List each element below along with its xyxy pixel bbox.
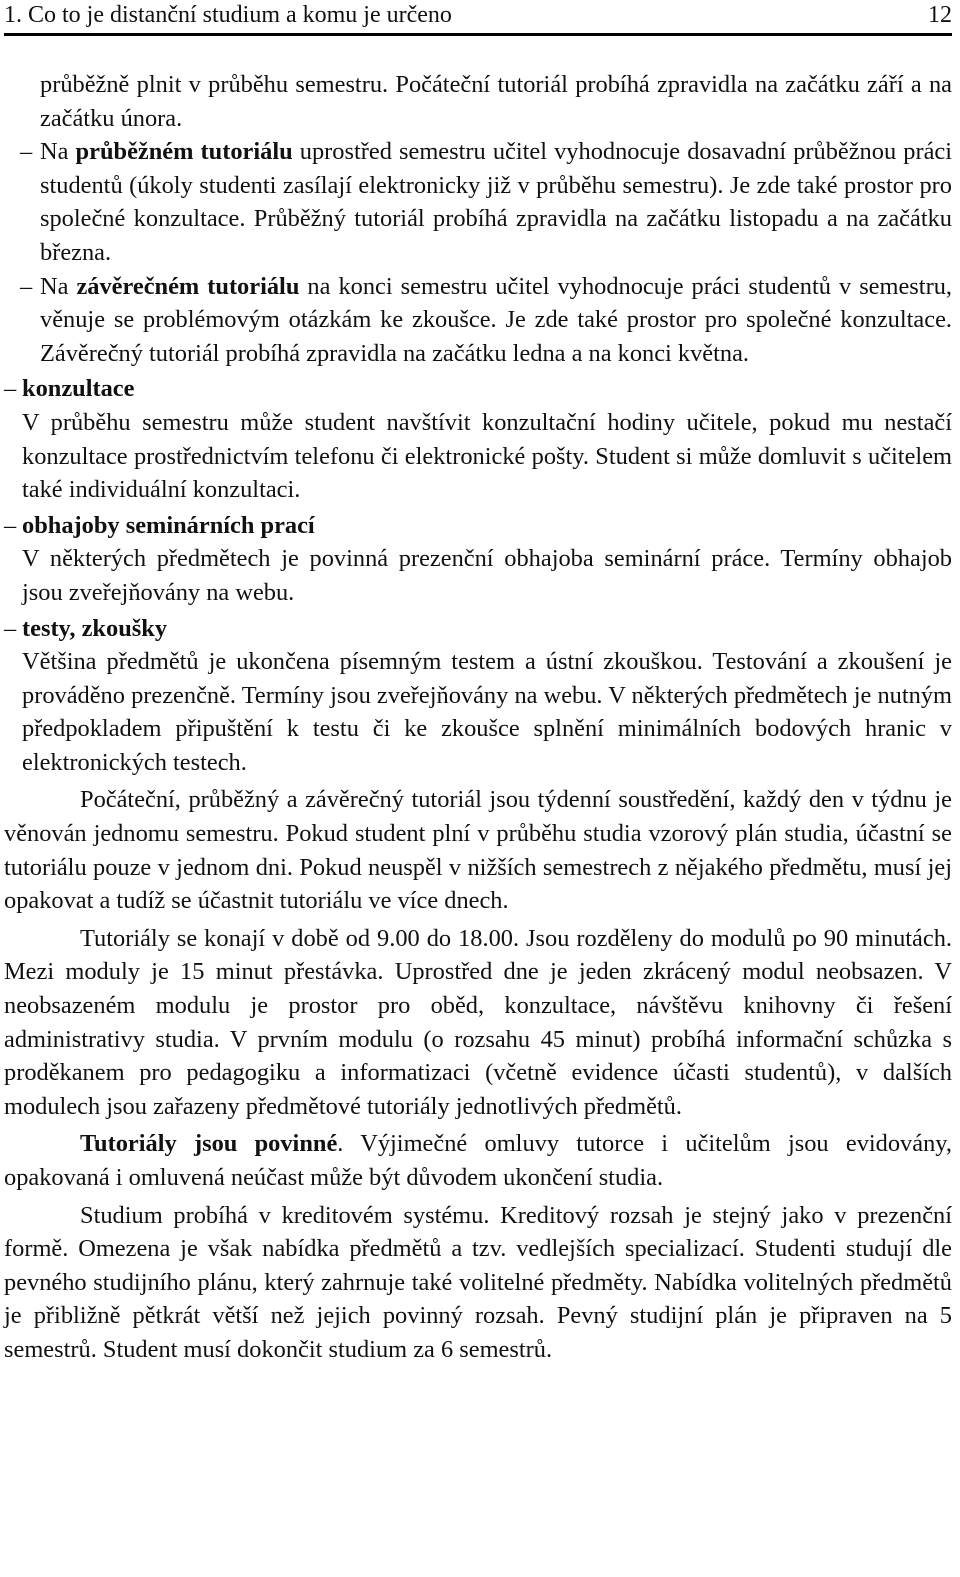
page-number: 12: [928, 2, 952, 28]
sub-item-bold-term: průběžném tutoriálu: [75, 138, 293, 166]
paragraph-mandatory-tutorials: [4, 1127, 952, 1194]
dash-bullet: –: [20, 272, 33, 300]
dash-bullet: –: [20, 138, 33, 166]
page-header: [4, 0, 952, 36]
sub-item-text-pre: Na: [40, 138, 76, 166]
chapter-title: 1. Co to je distanční studium a komu je určeno: [4, 2, 452, 28]
list-item-heading: [4, 372, 952, 406]
page-content: [4, 68, 952, 1367]
list-item-tests-exams: [4, 612, 952, 780]
list-item-heading-text: testy, zkoušky: [22, 614, 168, 642]
sub-item-text-post: uprostřed semestru učitel vyhodnocuje dosavadní průběžnou práci studentů (úkoly studenti zasílají elektronicky již v průběhu semestru). Je zde také prostor pro společné konzultace. Průběžný tutoriál probíhá zpravidla na začátku listopadu a na začátku března.: [40, 138, 952, 266]
list-item-heading: [4, 612, 952, 646]
sub-item-text-pre: Na: [40, 272, 77, 300]
list-item-body: V některých předmětech je povinná prezenční obhajoba seminární práce. Termíny obhajob jsou zveřejňovány na webu.: [22, 545, 952, 606]
dash-bullet: –: [4, 614, 17, 642]
sub-item-initial-tutorial-cont: [4, 68, 952, 135]
list-item-seminar-defense: [4, 509, 952, 610]
paragraph-tutorial-weeks: Počáteční, průběžný a závěrečný tutoriál jsou týdenní soustředění, každý den v týdnu je věnován jednomu semestru. Pokud student plní v průběhu studia vzorový plán studia, účastní se tutoriálu pouze v jednom dni. Pokud neuspěl v nižších semestrech z nějakého předmětu, musí jej opakovat a tudíž se účastnit tutoriálu ve více dnech.: [4, 786, 952, 915]
sub-item-text-post: na konci semestru učitel vyhodnocuje práci studentů v semestru, věnuje se problémovým otázkám ke zkoušce. Je zde také prostor pro společné konzultace. Závěrečný tutoriál probíhá zpravidla na začátku ledna a na konci května.: [40, 272, 952, 367]
list-item-consultation: [4, 372, 952, 506]
paragraph-credit-system: Studium probíhá v kreditovém systému. Kreditový rozsah je stejný jako v prezenční formě. Omezena je však nabídka předmětů a tzv. vedlejších specializací. Studenti studují dle pevného studijního plánu, který zahrnuje také volitelné předměty. Nabídka volitelných předmětů je přibližně pětkrát větší než jejich povinný rozsah. Pevný studijní plán je připraven na 5 semestrů. Student musí dokončit studium za 6 semestrů.: [4, 1201, 952, 1363]
bold-statement: Tutoriály jsou povinné: [80, 1130, 338, 1158]
sub-item-midterm-tutorial: [4, 135, 952, 269]
list-item-heading-text: obhajoby seminárních prací: [22, 511, 315, 539]
sub-item-text: průběžně plnit v průběhu semestru. Počáteční tutoriál probíhá zpravidla na začátku září a na začátku února.: [40, 71, 952, 132]
dash-bullet: –: [4, 375, 17, 403]
sub-item-final-tutorial: [4, 270, 952, 371]
dash-bullet: –: [4, 511, 17, 539]
paragraph-text: . Výjimečné omluvy tutorce i učitelům jsou evidovány, opakovaná i omluvená neúčast může být důvodem ukončení studia.: [4, 1130, 952, 1191]
sub-item-bold-term: závěrečném tutoriálu: [76, 272, 300, 300]
paragraph-tutorial-schedule: Tutoriály se konají v době od 9.00 do 18.00. Jsou rozděleny do modulů po 90 minutách. Mezi moduly je 15 minut přestávka. Uprostřed dne je jeden zkrácený modul neobsazen. V neobsazeném modulu je prostor pro oběd, konzultace, návštěvu knihovny či řešení administrativy studia. V prvním modulu (o rozsahu 45 minut) probíhá informační schůzka s proděkanem pro pedagogiku a informatizaci (včetně evidence účasti studentů), v dalších modulech jsou zařazeny předmětové tutoriály jednotlivých předmětů.: [4, 924, 952, 1120]
list-item-body: Většina předmětů je ukončena písemným testem a ústní zkouškou. Testování a zkoušení je prováděno prezenčně. Termíny jsou zveřejňovány na webu. V některých předmětech je nutným předpokladem připuštění k testu či ke zkoušce splnění minimálních bodových hranic v elektronických testech.: [22, 648, 952, 776]
list-item-body: V průběhu semestru může student navštívit konzultační hodiny učitele, pokud mu nestačí konzultace prostřednictvím telefonu či elektronické pošty. Student si může domluvit s učitelem také individuální konzultaci.: [22, 408, 952, 504]
list-item-heading: [4, 509, 952, 543]
list-item-heading-text: konzultace: [22, 375, 135, 403]
